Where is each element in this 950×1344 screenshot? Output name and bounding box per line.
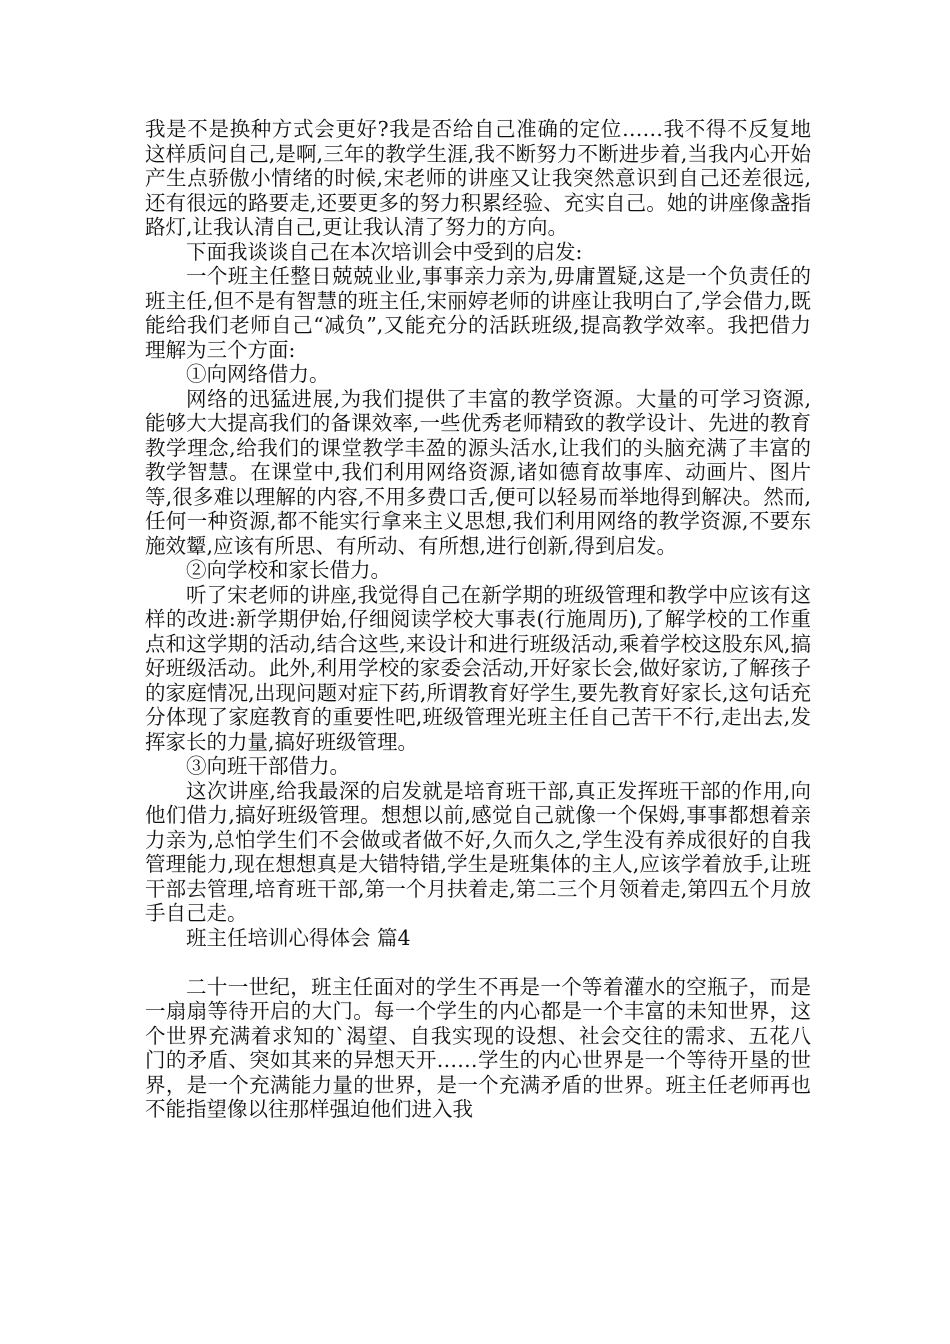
section-title: 班主任培训心得体会 篇4 <box>186 925 411 950</box>
paragraph-network: 网络的迅猛进展,为我们提供了丰富的教学资源。大量的可学习资源,能够大大提高我们的备课效率,一些优秀老师精致的教学设计、先进的教育教学理念,给我们的课堂教学丰盈的源头活水,让我们的头脑充满了丰富的教学智慧。在课堂中,我们利用网络资源,诸如德育故事库、动画片、图片等,很多难以理解的内容,不用多费口舌,便可以轻易而举地得到解决。然而,任何一种资源,都不能实行拿来主义思想,我们利用网络的教学资源,不要东施效颦,应该有所思、有所动、有所想,进行创新,得到启发。 <box>145 386 811 558</box>
paragraph-intro-inspiration: 下面我谈谈自己在本次培训会中受到的启发: <box>186 239 583 264</box>
paragraph-borrowing-strength: 一个班主任整日兢兢业业,事事亲力亲为,毋庸置疑,这是一个负责任的班主任,但不是有智慧的班主任,宋丽婷老师的讲座让我明白了,学会借力,既能给我们老师自己“减负”,又能充分的活跃班级,提高教学效率。我把借力理解为三个方面: <box>145 264 811 362</box>
paragraph-reflection: 我是不是换种方式会更好?我是否给自己准确的定位……我不得不反复地这样质问自己,是啊,三年的教学生涯,我不断努力不断进步着,当我内心开始产生点骄傲小情绪的时候,宋老师的讲座又让我突然意识到自己还差很远,还有很远的路要走,还要更多的努力积累经验、充实自己。她的讲座像盏指路灯,让我认清自己,更让我认清了努力的方向。 <box>145 117 811 239</box>
heading-school-parents: ②向学校和家长借力。 <box>186 558 391 582</box>
paragraph-school-parents: 听了宋老师的讲座,我觉得自己在新学期的班级管理和教学中应该有这样的改进:新学期伊始,仔细阅读学校大事表(行施周历),了解学校的工作重点和这学期的活动,结合这些,来设计和进行班级活动,乘着学校这股东风,搞好班级活动。此外,利用学校的家委会活动,开好家长会,做好家访,了解孩子的家庭情况,出现问题对症下药,所谓教育好学生,要先教育好家长,这句话充分体现了家庭教育的重要性吧,班级管理光班主任自己苦干不行,走出去,发挥家长的力量,搞好班级管理。 <box>145 582 811 754</box>
blank-line <box>145 950 811 975</box>
paragraph-twenty-first-century: 二十一世纪，班主任面对的学生不再是一个等着灌水的空瓶子，而是一扇扇等待开启的大门。每一个学生的内心都是一个丰富的未知世界，这个世界充满着求知的`渴望、自我实现的设想、社会交往的需求、五花八门的矛盾、突如其来的异想天开……学生的内心世界是一个等待开垦的世界，是一个充满能力量的世界，是一个充满矛盾的世界。班主任老师再也不能指望像以往那样强迫他们进入我 <box>145 974 811 1121</box>
heading-class-cadres: ③向班干部借力。 <box>186 754 350 778</box>
heading-network: ①向网络借力。 <box>186 362 330 386</box>
document-page <box>145 117 811 1122</box>
paragraph-class-cadres: 这次讲座,给我最深的启发就是培育班干部,真正发挥班干部的作用,向他们借力,搞好班级管理。想想以前,感觉自己就像一个保姆,事事都想着亲力亲为,总怕学生们不会做或者做不好,久而久之,学生没有养成很好的自我管理能力,现在想想真是大错特错,学生是班集体的主人,应该学着放手,让班干部去管理,培育班干部,第一个月扶着走,第二三个月领着走,第四五个月放手自己走。 <box>145 778 811 925</box>
